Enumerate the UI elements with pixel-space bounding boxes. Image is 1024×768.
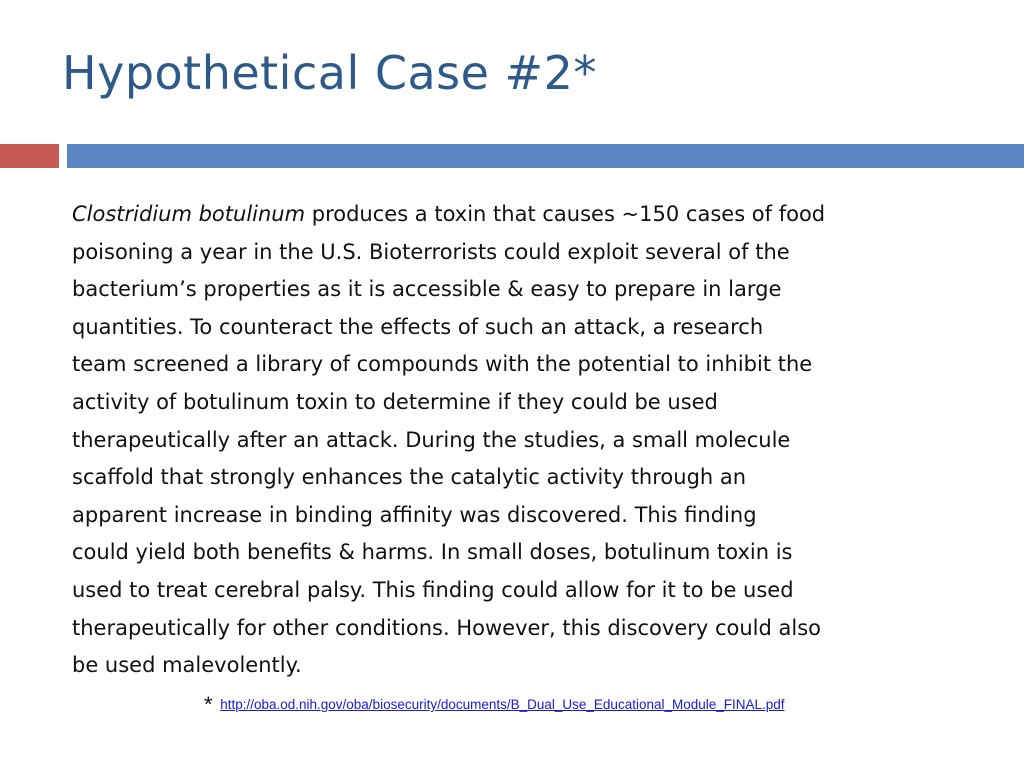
- source-link[interactable]: http://oba.od.nih.gov/oba/biosecurity/documents/B_Dual_Use_Educational_Module_FINAL.pdf: [220, 697, 785, 712]
- body-line: apparent increase in binding affinity was discovered. This finding: [72, 502, 757, 527]
- body-line: be used malevolently.: [72, 653, 302, 678]
- title-rule-accent: [0, 144, 59, 168]
- body-line: activity of botulinum toxin to determine if they could be used: [72, 389, 718, 414]
- body-line: used to treat cerebral palsy. This finding could allow for it to be used: [72, 577, 794, 602]
- footnote-marker: *: [204, 692, 213, 717]
- body-paragraph: [72, 196, 972, 685]
- body-line: scaffold that strongly enhances the catalytic activity through an: [72, 465, 747, 490]
- slide-title: Hypothetical Case #2*: [62, 46, 597, 100]
- body-line: quantities. To counteract the effects of such an attack, a research: [72, 314, 764, 339]
- body-line: could yield both benefits & harms. In small doses, botulinum toxin is: [72, 540, 793, 565]
- body-line: therapeutically after an attack. During the studies, a small molecule: [72, 427, 791, 452]
- body-line: therapeutically for other conditions. However, this discovery could also: [72, 615, 822, 640]
- body-line: bacterium’s properties as it is accessible & easy to prepare in large: [72, 277, 782, 302]
- body-line-1: [72, 196, 972, 234]
- footnote: [204, 692, 785, 718]
- body-line-1-rest: produces a toxin that causes ~150 cases of food: [305, 202, 826, 226]
- title-rule-bar: [67, 144, 1024, 168]
- body-line: poisoning a year in the U.S. Bioterrorists could exploit several of the: [72, 239, 790, 264]
- species-name: Clostridium botulinum: [72, 202, 306, 226]
- body-line: team screened a library of compounds with the potential to inhibit the: [72, 352, 813, 377]
